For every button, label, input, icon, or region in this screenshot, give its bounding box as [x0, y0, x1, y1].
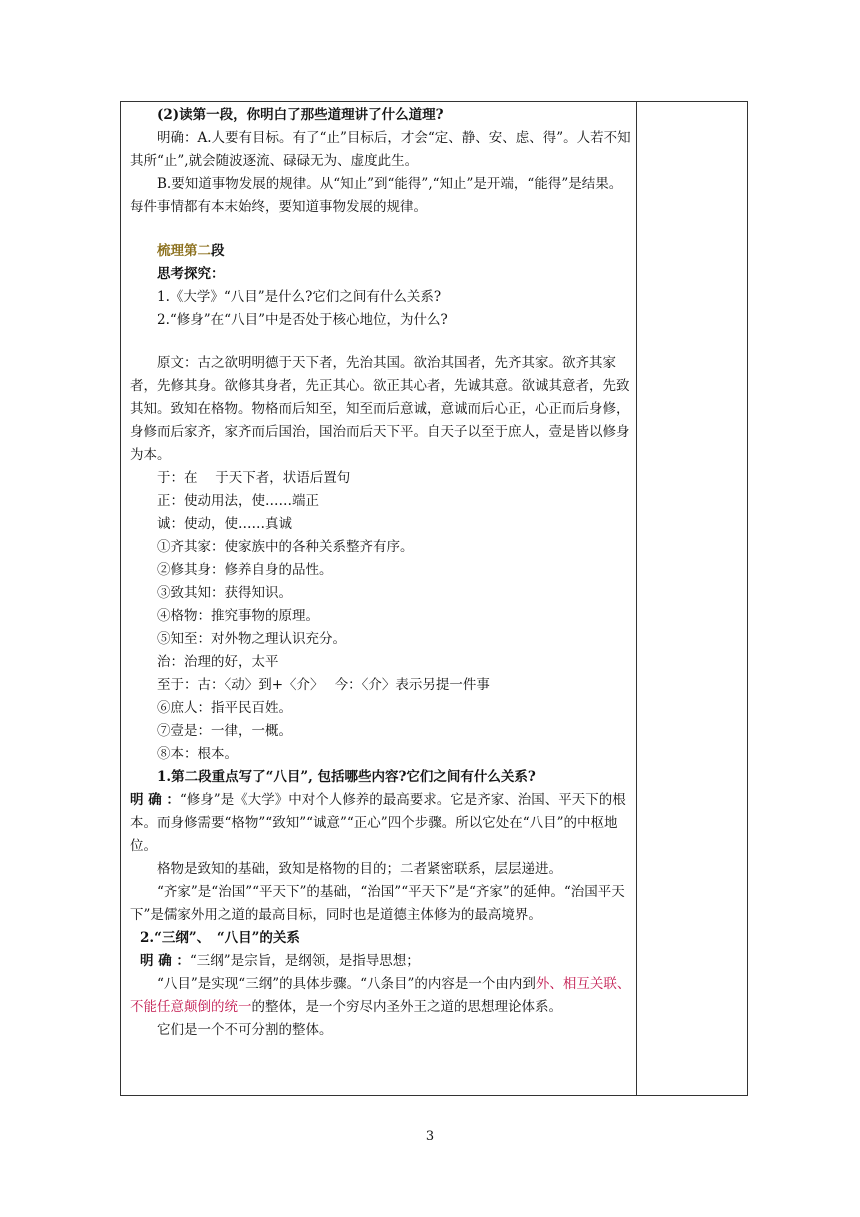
note-item: ②修其身：修养自身的品性。 — [157, 562, 333, 578]
page-number: 3 — [425, 1129, 435, 1144]
answer-relation — [130, 950, 634, 973]
note-item: ③致其知：获得知识。 — [157, 585, 292, 601]
answer-relation-paragraph — [130, 973, 634, 1019]
answer-b: B.要知道事物发展的规律。从“知止”到“能得”,“知止”是开端，“能得”是结果。每件事情都有本末始终，要知道事物发展的规律。 — [130, 176, 623, 215]
answer-label: 明 确 ： — [130, 792, 180, 808]
original-text: 原文：古之欲明明德于天下者，先治其国。欲治其国者，先齐其家。欲齐其家者，先修其身。欲修其身者，先正其心。欲正其心者，先诚其意。欲诚其意者，先致其知。致知在格物。物格而后知至，知至而后意诚，意诚而后心正，心正而后身修，身修而后家齐，家齐而后国治，国治而后天下平。自天子以至于庶人，壹是皆以修身为本。 — [130, 355, 630, 463]
note-item: 诚：使动，使……真诚 — [157, 516, 292, 532]
note-item: 于：在 于天下者，状语后置句 — [157, 470, 351, 486]
answer-conclusion: 它们是一个不可分割的整体。 — [157, 1022, 333, 1038]
answer-paragraph: “齐家”是“治国”“平天下”的基础，“治国”“平天下”是“齐家”的延伸。“治国平天下”是儒家外用之道的最高目标，同时也是道德主体修为的最高境界。 — [130, 884, 625, 923]
lesson-content — [130, 104, 634, 1042]
section-title — [130, 240, 634, 263]
table-column-divider — [636, 101, 637, 1096]
answer-text-pre: “八目”是实现“三纲”的具体步骤。“八条目”的内容是一个由内到 — [157, 976, 536, 992]
note-item: 至于：古：〈动〉到+〈介〉 今：〈介〉表示另提一件事 — [157, 677, 490, 693]
answer-text-post: 的整体，是一个穷尽内圣外王之道的思想理论体系。 — [251, 999, 562, 1015]
answer-text: “修身”是《大学》中对个人修养的最高要求。它是齐家、治国、平天下的根本。而身修需要“格物”“致知”“诚意”“正心”四个步骤。所以它处在“八目”的中枢地位。 — [130, 792, 626, 854]
question-eight-items: 1.第二段重点写了“八目”, 包括哪些内容?它们之间有什么关系? — [157, 769, 536, 785]
question-2: (2)读第一段，你明白了那些道理讲了什么道理? — [157, 107, 444, 123]
note-item: ⑤知至：对外物之理认识充分。 — [157, 631, 346, 647]
section-title-suffix: 段 — [211, 243, 225, 259]
think-question-2: 2.“修身”在“八目”中是否处于核心地位，为什么? — [157, 312, 448, 328]
note-item: ⑦壹是：一律，一概。 — [157, 723, 292, 739]
note-item: 治：治理的好，太平 — [157, 654, 279, 670]
answer-eight-items — [130, 789, 634, 858]
note-item: ⑥庶人：指平民百姓。 — [157, 700, 292, 716]
note-item: 正：使动用法，使……端正 — [157, 493, 319, 509]
answer-paragraph: 格物是致知的基础，致知是格物的目的；二者紧密联系，层层递进。 — [157, 861, 562, 877]
answer-text: “三纲”是宗旨，是纲领，是指导思想； — [189, 953, 420, 969]
question-relation: 2.“三纲”、 “八目”的关系 — [140, 930, 300, 946]
highlighted-text: 外、相互关联、不能任意颠倒的统一 — [130, 976, 631, 1015]
think-title: 思考探究： — [157, 266, 225, 282]
section-title-main: 梳理第二 — [157, 243, 211, 259]
note-item: ④格物：推究事物的原理。 — [157, 608, 319, 624]
answer-label: 明 确 ： — [140, 953, 190, 969]
answer-a: 明确：A.人要有目标。有了“止”目标后，才会“定、静、安、虑、得”。人若不知其所“止”,就会随波逐流、碌碌无为、虚度此生。 — [130, 130, 631, 169]
note-item: ①齐其家：使家族中的各种关系整齐有序。 — [157, 539, 414, 555]
think-question-1: 1.《大学》“八目”是什么?它们之间有什么关系? — [157, 289, 442, 305]
note-item: ⑧本：根本。 — [157, 746, 238, 762]
